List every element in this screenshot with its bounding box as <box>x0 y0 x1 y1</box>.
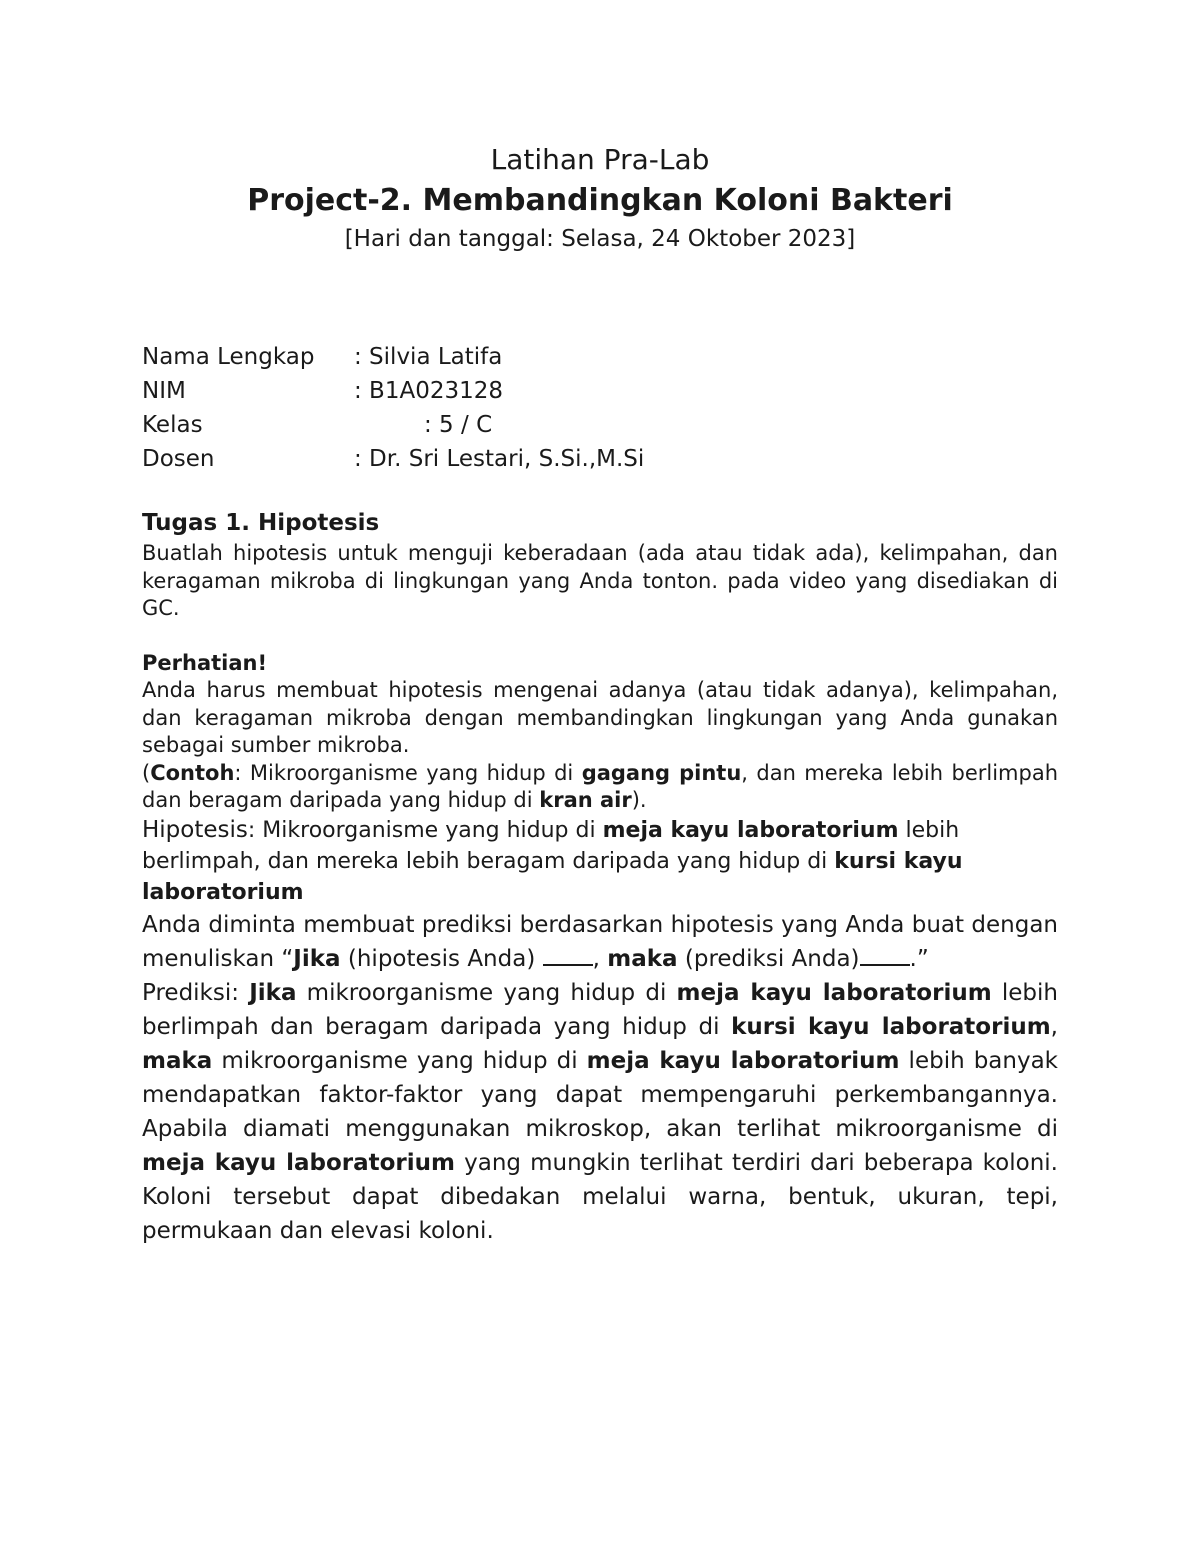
dosen-label: Dosen <box>142 446 215 472</box>
nim-value: : B1A023128 <box>354 378 504 404</box>
info-row-name <box>142 340 1058 374</box>
document-page <box>142 140 1058 1248</box>
info-row-dosen <box>142 442 1058 476</box>
task-instruction: Buatlah hipotesis untuk menguji keberadaan (ada atau tidak ada), kelimpahan, dan keragaman mikroba di lingkungan yang Anda tonton. pada video yang disediakan di GC. <box>142 541 1058 620</box>
blank-line <box>860 944 910 966</box>
name-value: : Silvia Latifa <box>354 344 503 370</box>
hypothesis-label: Hipotesis <box>142 816 248 843</box>
attention-heading: Perhatian! <box>142 650 268 675</box>
blank-line <box>543 944 593 966</box>
name-label: Nama Lengkap <box>142 344 315 370</box>
doc-subtitle: Latihan Pra-Lab <box>490 143 710 176</box>
student-info <box>142 340 1058 476</box>
task-heading: Tugas 1. Hipotesis <box>142 510 380 536</box>
attention-example: (Contoh: Mikroorganisme yang hidup di gagang pintu, dan mereka lebih berlimpah dan beragam daripada yang hidup di kran air). <box>142 760 1059 812</box>
info-row-kelas <box>142 408 1058 442</box>
kelas-label: Kelas <box>142 412 203 438</box>
info-row-nim <box>142 374 1058 408</box>
hypothesis-paragraph: Hipotesis: Mikroorganisme yang hidup di meja kayu laboratorium lebih berlimpah, dan mereka lebih beragam daripada yang hidup di kursi kayu laboratorium <box>142 816 963 905</box>
doc-title: Project-2. Membandingkan Koloni Bakteri <box>247 183 953 218</box>
dosen-value: : Dr. Sri Lestari, S.Si.,M.Si <box>354 446 645 472</box>
prediction-paragraph: Prediksi: Jika mikroorganisme yang hidup di meja kayu laboratorium lebih berlimpah dan beragam daripada yang hidup di kursi kayu laboratorium, maka mikroorganisme yang hidup di meja kayu laboratorium lebih banyak mendapatkan faktor-faktor yang dapat mempengaruhi perkembangannya. Apabila diamati menggunakan mikroskop, akan terlihat mikroorganisme di meja kayu laboratorium yang mungkin terlihat terdiri dari beberapa koloni. Koloni tersebut dapat dibedakan melalui warna, bentuk, ukuran, tepi, permukaan dan elevasi koloni. <box>142 979 1059 1244</box>
nim-label: NIM <box>142 378 186 404</box>
prediction-prompt: Anda diminta membuat prediksi berdasarkan hipotesis yang Anda buat dengan menuliskan “Jika (hipotesis Anda) , maka (prediksi Anda) .” <box>142 911 1058 972</box>
kelas-value: : 5 / C <box>424 412 493 438</box>
attention-text: Anda harus membuat hipotesis mengenai adanya (atau tidak adanya), kelimpahan, dan keragaman mikroba dengan membandingkan lingkungan yang Anda gunakan sebagai sumber mikroba. <box>142 678 1058 757</box>
date-line: [Hari dan tanggal: Selasa, 24 Oktober 2023] <box>344 226 856 252</box>
